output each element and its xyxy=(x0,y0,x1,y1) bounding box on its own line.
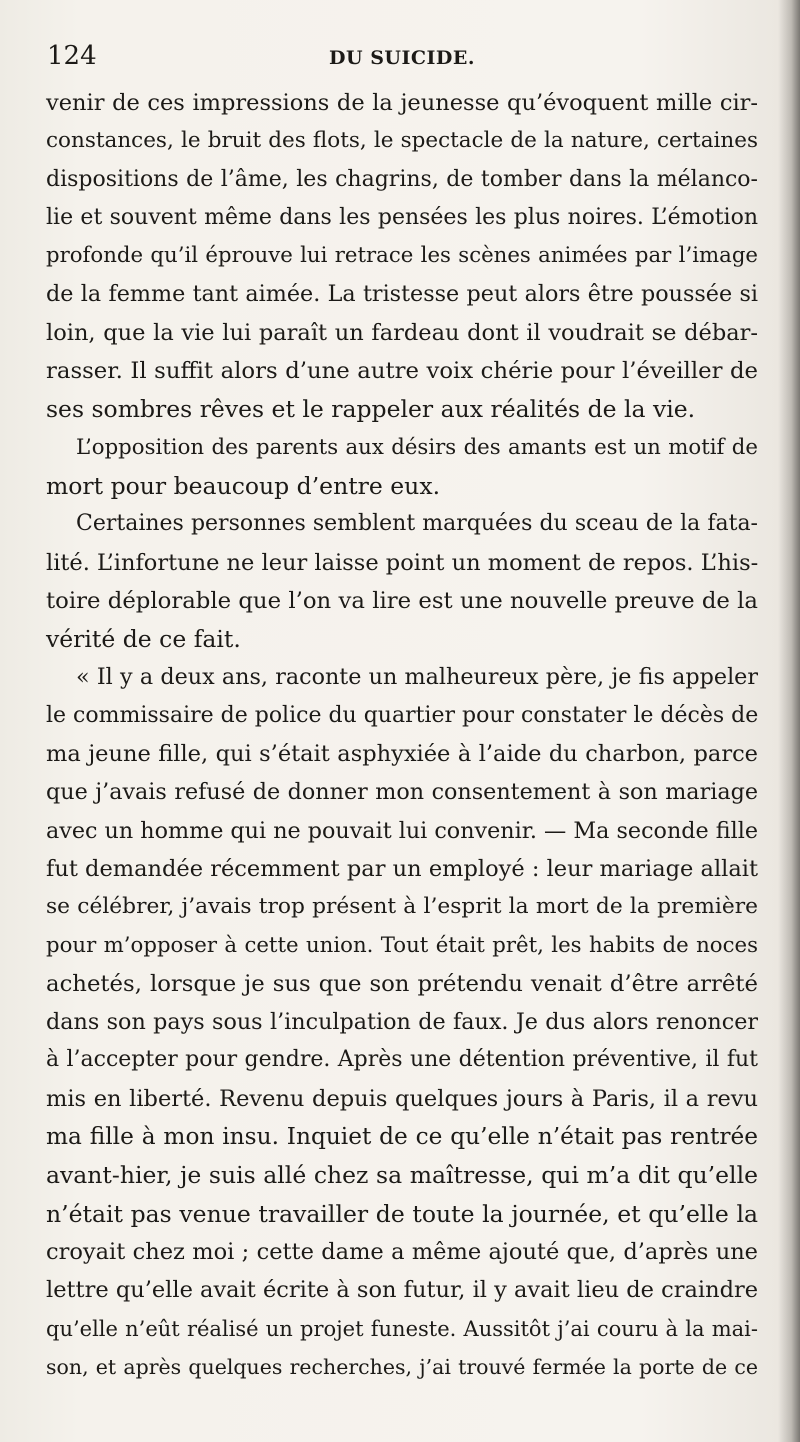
page-spine-shadow xyxy=(778,0,800,1442)
text-line: avant-hier, je suis allé chez sa maîtresse, qui m’a dit qu’elle xyxy=(46,1161,758,1190)
page-number: 124 xyxy=(47,41,97,71)
text-line: constances, le bruit des flots, le spectacle de la nature, certaines xyxy=(46,128,758,154)
text-line: achetés, lorsque je sus que son prétendu venait d’être arrêté xyxy=(46,970,758,997)
text-line: avec un homme qui ne pouvait lui convenir. — Ma seconde fille xyxy=(46,817,758,844)
text-line: n’était pas venue travailler de toute la journée, et qu’elle la xyxy=(46,1199,758,1228)
running-title: DU SUICIDE. xyxy=(329,47,475,69)
text-line: venir de ces impressions de la jeunesse qu’évoquent mille cir- xyxy=(46,90,758,116)
text-line: mort pour beaucoup d’entre eux. xyxy=(46,471,441,500)
text-line: le commissaire de police du quartier pour constater le décès de xyxy=(46,702,759,728)
text-line: lettre qu’elle avait écrite à son futur, il y avait lieu de craindre xyxy=(46,1277,759,1304)
text-line: son, et après quelques recherches, j’ai trouvé fermée la porte de ce xyxy=(46,1354,758,1379)
text-line: « Il y a deux ans, raconte un malheureux père, je fis appeler xyxy=(76,664,758,691)
text-line: L’opposition des parents aux désirs des amants est un motif de xyxy=(76,434,758,460)
text-line: de la femme tant aimée. La tristesse peut alors être poussée si xyxy=(46,281,758,308)
text-line: mis en liberté. Revenu depuis quelques jours à Paris, il a revu xyxy=(46,1085,758,1112)
text-line: qu’elle n’eût réalisé un projet funeste. Aussitôt j’ai couru à la mai- xyxy=(46,1316,758,1341)
text-line: à l’accepter pour gendre. Après une détention préventive, il fut xyxy=(46,1047,758,1073)
text-line: ma jeune fille, qui s’était asphyxiée à l’aide du charbon, parce xyxy=(46,741,758,768)
text-line: Certaines personnes semblent marquées du sceau de la fata- xyxy=(76,511,758,537)
body-text xyxy=(46,84,758,1386)
text-line: dans son pays sous l’inculpation de faux. Je dus alors renoncer xyxy=(46,1009,758,1036)
text-line: profonde qu’il éprouve lui retrace les scènes animées par l’image xyxy=(46,243,758,269)
text-line: rasser. Il suffit alors d’une autre voix chérie pour l’éveiller de xyxy=(46,358,758,385)
text-line: vérité de ce fait. xyxy=(46,625,241,654)
text-line: loin, que la vie lui paraît un fardeau dont il voudrait se débar- xyxy=(46,319,758,346)
text-line: ses sombres rêves et le rappeler aux réalités de la vie. xyxy=(46,395,696,424)
text-line: lie et souvent même dans les pensées les plus noires. L’émotion xyxy=(46,204,758,230)
text-line: se célébrer, j’avais trop présent à l’esprit la mort de la première xyxy=(46,894,758,920)
text-line: croyait chez moi ; cette dame a même ajouté que, d’après une xyxy=(46,1238,758,1265)
text-line: pour m’opposer à cette union. Tout était prêt, les habits de noces xyxy=(46,932,758,958)
text-line: toire déplorable que l’on va lire est une nouvelle preuve de la xyxy=(46,587,758,614)
text-line: que j’avais refusé de donner mon consentement à son mariage xyxy=(46,779,758,806)
page-header xyxy=(47,38,757,74)
text-line: ma fille à mon insu. Inquiet de ce qu’elle n’était pas rentrée xyxy=(46,1123,758,1151)
text-line: lité. L’infortune ne leur laisse point un moment de repos. L’his- xyxy=(46,549,759,576)
text-line: fut demandée récemment par un employé : leur mariage allait xyxy=(46,855,758,882)
text-line: dispositions de l’âme, les chagrins, de tomber dans la mélanco- xyxy=(46,166,758,192)
